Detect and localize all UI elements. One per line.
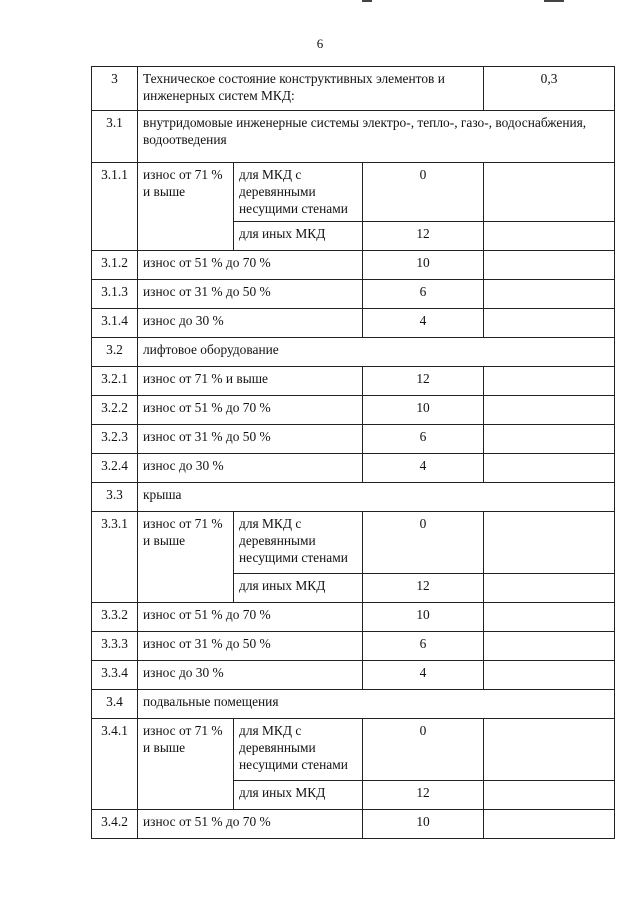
row-value: 4	[363, 309, 484, 338]
row-value: 12	[363, 367, 484, 396]
row-value: 4	[363, 661, 484, 690]
other-mkd-value: 12	[363, 781, 484, 810]
table-row	[92, 425, 615, 454]
row-weight: 0,3	[484, 67, 615, 111]
wood-walls-value: 0	[363, 163, 484, 222]
empty-cell	[484, 367, 615, 396]
row-value: 10	[363, 810, 484, 839]
row-label: износ от 51 % до 70 %	[138, 810, 363, 839]
row-label: износ до 30 %	[138, 661, 363, 690]
section-title: лифтовое оборудование	[138, 338, 615, 367]
table-row	[92, 367, 615, 396]
other-mkd-value: 12	[363, 574, 484, 603]
table-row	[92, 603, 615, 632]
empty-cell	[484, 425, 615, 454]
row-value: 10	[363, 251, 484, 280]
section-code: 3.3	[92, 483, 138, 512]
row-label: износ от 31 % до 50 %	[138, 632, 363, 661]
row-value: 4	[363, 454, 484, 483]
row-label: износ от 51 % до 70 %	[138, 396, 363, 425]
empty-cell	[484, 810, 615, 839]
row-label: износ от 51 % до 70 %	[138, 603, 363, 632]
empty-cell	[484, 574, 615, 603]
empty-cell	[484, 632, 615, 661]
row-code: 3.1.1	[92, 163, 138, 251]
section-row	[92, 690, 615, 719]
empty-cell	[484, 719, 615, 781]
section-title: подвальные помещения	[138, 690, 615, 719]
section-code: 3.1	[92, 111, 138, 163]
section-row	[92, 111, 615, 163]
table-row	[92, 454, 615, 483]
page-number: 6	[316, 36, 324, 51]
wood-walls-label: для МКД с деревянными несущими стенами	[234, 163, 363, 222]
empty-cell	[484, 163, 615, 222]
criteria-table	[91, 66, 615, 839]
row-label: износ от 71 % и выше	[138, 367, 363, 396]
section-title: крыша	[138, 483, 615, 512]
row-label: износ от 51 % до 70 %	[138, 251, 363, 280]
table-row	[92, 396, 615, 425]
wood-walls-label: для МКД с деревянными несущими стенами	[234, 512, 363, 574]
row-code: 3.4.1	[92, 719, 138, 810]
other-mkd-label: для иных МКД	[234, 574, 363, 603]
empty-cell	[484, 512, 615, 574]
section-code: 3.2	[92, 338, 138, 367]
wear-label: износ от 71 % и выше	[138, 163, 234, 251]
scan-mark	[362, 0, 372, 2]
split-row	[92, 163, 615, 222]
row-code: 3	[92, 67, 138, 111]
other-mkd-label: для иных МКД	[234, 781, 363, 810]
row-value: 10	[363, 396, 484, 425]
empty-cell	[484, 781, 615, 810]
table-row	[92, 632, 615, 661]
row-label: износ до 30 %	[138, 454, 363, 483]
other-mkd-value: 12	[363, 222, 484, 251]
row-code: 3.3.2	[92, 603, 138, 632]
section-title: внутридомовые инженерные системы электро-, тепло-, газо-, водоснабжения, водоотведения	[138, 111, 615, 163]
row-code: 3.2.2	[92, 396, 138, 425]
row-value: 6	[363, 425, 484, 454]
row-value: 10	[363, 603, 484, 632]
scan-mark	[544, 0, 564, 2]
row-code: 3.1.3	[92, 280, 138, 309]
row-code: 3.3.1	[92, 512, 138, 603]
row-code: 3.2.4	[92, 454, 138, 483]
row-code: 3.3.3	[92, 632, 138, 661]
empty-cell	[484, 454, 615, 483]
wood-walls-value: 0	[363, 512, 484, 574]
section-code: 3.4	[92, 690, 138, 719]
split-row	[92, 512, 615, 574]
row-code: 3.4.2	[92, 810, 138, 839]
table-header-row	[92, 67, 615, 111]
empty-cell	[484, 222, 615, 251]
wear-label: износ от 71 % и выше	[138, 719, 234, 810]
row-value: 6	[363, 280, 484, 309]
empty-cell	[484, 661, 615, 690]
row-label: износ от 31 % до 50 %	[138, 280, 363, 309]
row-code: 3.2.1	[92, 367, 138, 396]
split-row	[92, 719, 615, 781]
section-row	[92, 338, 615, 367]
table-row	[92, 280, 615, 309]
table-row	[92, 309, 615, 338]
wood-walls-value: 0	[363, 719, 484, 781]
row-code: 3.2.3	[92, 425, 138, 454]
table-row	[92, 810, 615, 839]
empty-cell	[484, 280, 615, 309]
row-title: Техническое состояние конструктивных элементов и инженерных систем МКД:	[138, 67, 484, 111]
table-row	[92, 251, 615, 280]
row-code: 3.1.4	[92, 309, 138, 338]
empty-cell	[484, 309, 615, 338]
empty-cell	[484, 603, 615, 632]
row-code: 3.3.4	[92, 661, 138, 690]
row-code: 3.1.2	[92, 251, 138, 280]
empty-cell	[484, 396, 615, 425]
wood-walls-label: для МКД с деревянными несущими стенами	[234, 719, 363, 781]
row-label: износ от 31 % до 50 %	[138, 425, 363, 454]
row-value: 6	[363, 632, 484, 661]
table-row	[92, 661, 615, 690]
wear-label: износ от 71 % и выше	[138, 512, 234, 603]
row-label: износ до 30 %	[138, 309, 363, 338]
section-row	[92, 483, 615, 512]
other-mkd-label: для иных МКД	[234, 222, 363, 251]
empty-cell	[484, 251, 615, 280]
